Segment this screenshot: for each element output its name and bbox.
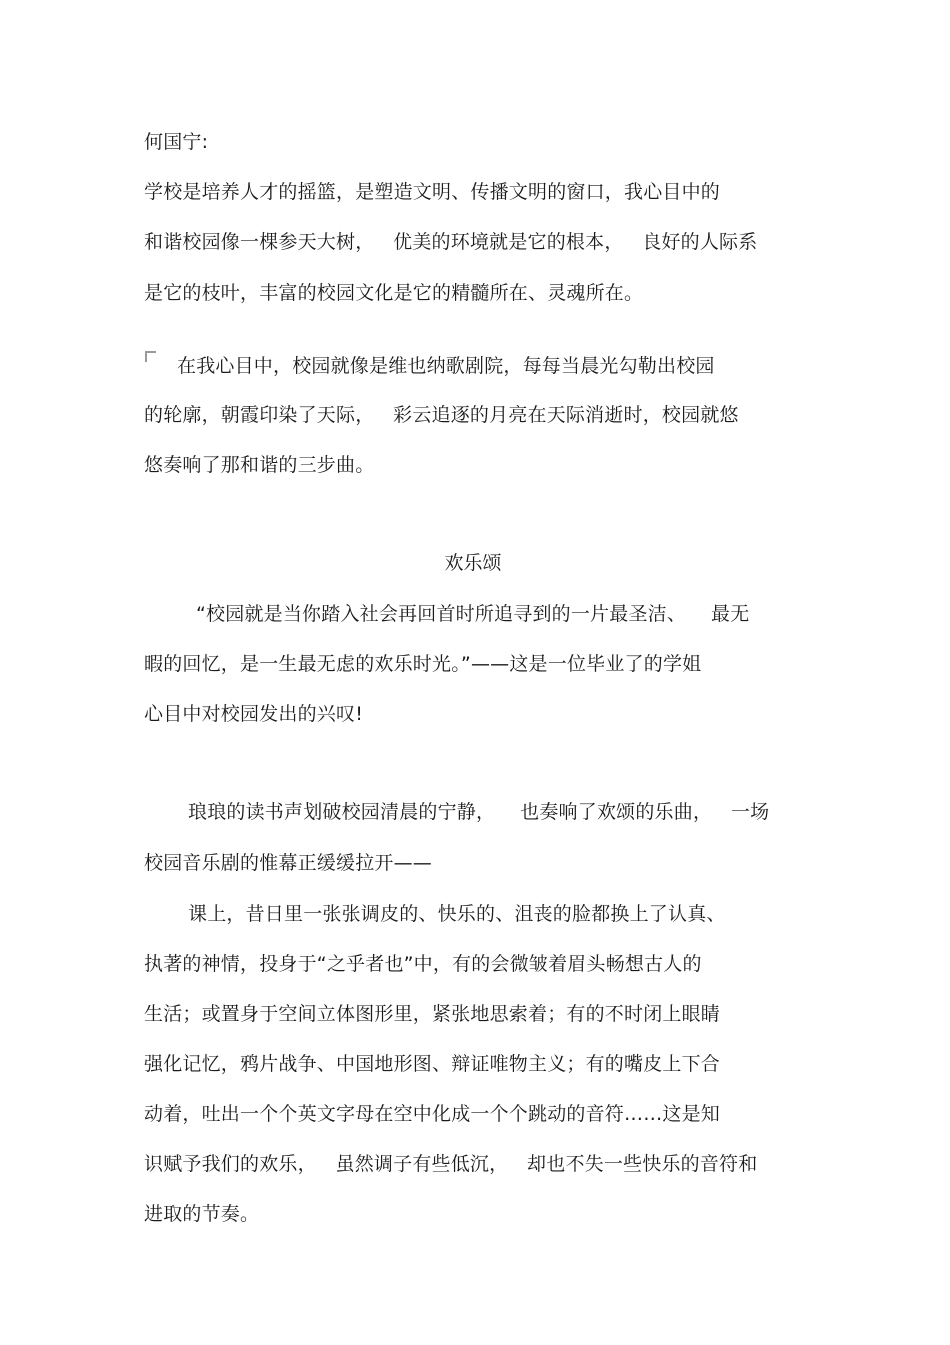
paragraph-1-line-1: 学校是培养人才的摇篮，是塑造文明、传播文明的窗口，我心目中的 [144, 181, 721, 203]
paragraph-5-line-4: 强化记忆，鸦片战争、中国地形图、辩证唯物主义；有的嘴皮上下合 [144, 1053, 721, 1075]
paragraph-3-line-2: 暇的回忆，是一生最无虑的欢乐时光。”——这是一位毕业了的学姐 [144, 653, 702, 675]
paragraph-2-line-2: 的轮廓，朝霞印染了天际， 彩云追逐的月亮在天际消逝时，校园就悠 [144, 404, 739, 426]
paragraph-5-line-7: 进取的节奏。 [144, 1203, 260, 1225]
paragraph-5-line-2: 执著的神情，投身于“之乎者也”中，有的会微皱着眉头畅想古人的 [144, 953, 702, 975]
paragraph-2-line-1: 在我心目中，校园就像是维也纳歌剧院，每每当晨光勾勒出校园 [177, 355, 715, 377]
speaker-name: 何国宁: [144, 131, 209, 153]
paragraph-3-line-3: 心目中对校园发出的兴叹! [144, 703, 364, 725]
paragraph-4-line-1: 琅琅的读书声划破校园清晨的宁静， 也奏响了欢颂的乐曲， 一场 [188, 801, 770, 823]
paragraph-1-line-2: 和谐校园像一棵参天大树， 优美的环境就是它的根本， 良好的人际系 [144, 231, 758, 253]
paragraph-5-line-1: 课上，昔日里一张张调皮的、快乐的、沮丧的脸都换上了认真、 [188, 903, 726, 925]
paragraph-5-line-6: 识赋予我们的欢乐， 虽然调子有些低沉， 却也不失一些快乐的音符和 [144, 1153, 758, 1175]
paragraph-2-line-3: 悠奏响了那和谐的三步曲。 [144, 454, 375, 476]
paragraph-4-line-2: 校园音乐剧的惟幕正缓缓拉开—— [144, 852, 433, 874]
paragraph-1-line-3: 是它的枝叶，丰富的校园文化是它的精髓所在、灵魂所在。 [144, 282, 644, 304]
paragraph-5-line-3: 生活；或置身于空间立体图形里，紧张地思索着；有的不时闭上眼睛 [144, 1003, 721, 1025]
checkbox-icon [145, 351, 156, 362]
section-title: 欢乐颂 [444, 552, 502, 574]
paragraph-5-line-5: 动着，吐出一个个英文字母在空中化成一个个跳动的音符……这是知 [144, 1103, 721, 1125]
paragraph-3-line-1: “校园就是当你踏入社会再回首时所追寻到的一片最圣洁、 最无 [196, 603, 750, 625]
